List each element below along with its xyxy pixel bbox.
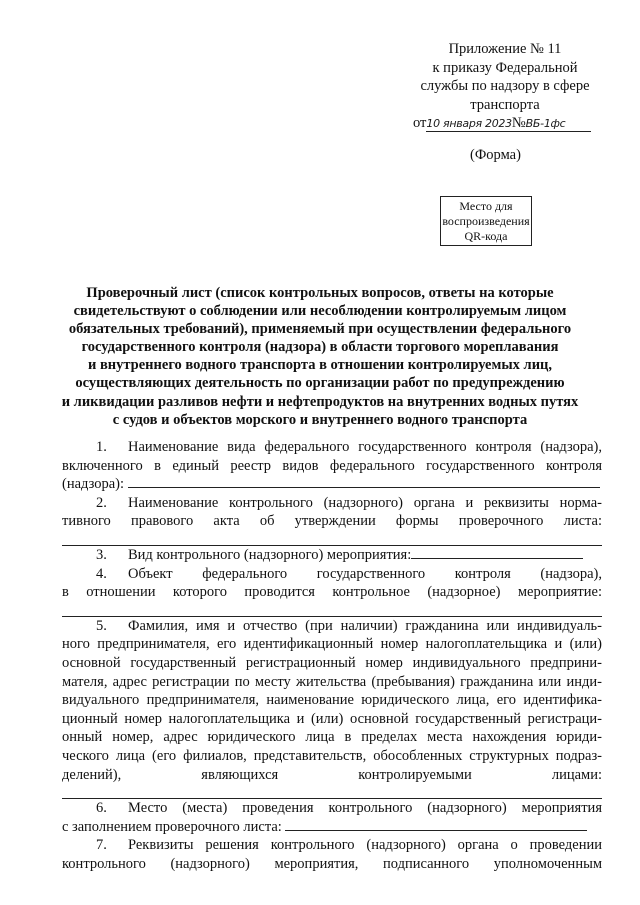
item-number: 4. xyxy=(96,565,107,582)
item-text: Наименование контрольного (надзорного) органа и реквизиты норма- xyxy=(128,494,602,511)
item-line: ческого лица (его филиалов, представительств, обособленных структурных подраз- xyxy=(62,747,602,764)
item-line: основной государственный регистрационный номер индивидуального предприни- xyxy=(62,654,602,671)
item-line: ционный номер налогоплательщика и (или) основной государственный регистраци- xyxy=(62,710,602,727)
appendix-line: службы по надзору в сфере xyxy=(420,78,590,94)
item-line: тивного правового акта об утверждении формы проверочного листа: xyxy=(62,513,602,530)
item-text: Вид контрольного (надзорного) мероприятия: xyxy=(128,546,412,563)
qr-box-line: воспроизведения xyxy=(442,214,530,228)
order-no-prefix: № xyxy=(511,115,526,131)
item-5 xyxy=(62,617,602,799)
item-2 xyxy=(62,494,602,546)
item-line xyxy=(62,799,602,818)
title-line: свидетельствуют о соблюдении или несоблюдении контролируемым лицом xyxy=(73,303,567,320)
item-line: онный номер, адрес юридического лица в пределах места нахождения юриди- xyxy=(62,729,602,746)
item-number: 5. xyxy=(96,617,107,634)
fill-in-field[interactable] xyxy=(411,546,583,559)
fill-in-field[interactable] xyxy=(62,531,602,546)
item-line xyxy=(62,438,602,457)
item-4 xyxy=(62,565,602,617)
item-line xyxy=(62,836,602,855)
item-text: (надзора): xyxy=(62,476,125,493)
item-number: 6. xyxy=(96,800,107,817)
title-line: Проверочный лист (список контрольных вопросов, ответы на которые xyxy=(86,285,554,301)
qr-box-line: QR-кода xyxy=(464,229,508,243)
title-line: обязательных требований), применяемый при осуществлении федерального xyxy=(68,321,572,338)
item-line xyxy=(62,494,602,513)
item-line: включенного в единый реестр видов федерального государственного контроля xyxy=(62,457,602,474)
item-line: в отношении которого проводится контрольное (надзорное) мероприятие: xyxy=(62,584,602,601)
item-number: 2. xyxy=(96,494,107,511)
item-number: 3. xyxy=(96,546,107,563)
item-number: 7. xyxy=(96,837,107,854)
qr-box-line: Место для xyxy=(459,199,513,213)
item-1 xyxy=(62,438,602,494)
fill-in-field[interactable] xyxy=(128,475,600,488)
title-line: и внутреннего водного транспорта в отношении контролируемых лиц, xyxy=(87,357,553,374)
item-line: видуального предпринимателя, наименование юридического лица, его идентифика- xyxy=(62,692,602,709)
title-line: осуществляющих деятельность по организации работ по предупреждению xyxy=(75,375,565,392)
qr-code-placeholder xyxy=(440,196,532,246)
order-date: 10 января 2023 xyxy=(426,117,512,130)
title-line: с судов и объектов морского и внутреннего водного транспорта xyxy=(112,411,528,428)
item-line: контрольного (надзорного) мероприятия, подписанного уполномоченным xyxy=(62,855,602,872)
title-line: государственного контроля (надзора) в области торгового мореплавания xyxy=(81,339,559,356)
item-line: ного предпринимателя, его идентификационный номер налогоплательщика и (или) xyxy=(62,636,602,653)
order-prefix: от xyxy=(413,115,427,131)
item-text: Наименование вида федерального государственного контроля (надзора), xyxy=(128,439,602,455)
item-text: Объект федерального государственного контроля (надзора), xyxy=(128,565,602,582)
order-number: ВБ-1фс xyxy=(525,117,566,130)
item-text: Реквизиты решения контрольного (надзорного) органа о проведении xyxy=(128,837,602,854)
order-reference xyxy=(405,114,605,133)
document-title xyxy=(40,284,600,429)
checklist-items xyxy=(62,438,602,873)
item-text: Место (места) проведения контрольного (надзорного) мероприятия xyxy=(128,800,602,817)
form-label: (Форма) xyxy=(470,147,521,163)
fill-in-field[interactable] xyxy=(62,602,602,617)
item-6 xyxy=(62,799,602,836)
item-line xyxy=(62,475,602,494)
appendix-header xyxy=(405,40,605,133)
item-number: 1. xyxy=(96,439,107,455)
item-line xyxy=(62,617,602,636)
item-line: делений), являющихся контролируемыми лицами: xyxy=(62,766,602,783)
appendix-line: к приказу Федеральной xyxy=(432,59,578,76)
item-3 xyxy=(62,546,602,565)
appendix-line: транспорта xyxy=(470,96,540,113)
item-line xyxy=(62,546,602,565)
item-line: мателя, адрес регистрации по месту жительства (пребывания) гражданина или инди- xyxy=(62,673,602,690)
fill-in-field[interactable] xyxy=(62,784,602,799)
item-line xyxy=(62,565,602,584)
item-line xyxy=(62,818,602,837)
appendix-line: Приложение № 11 xyxy=(448,41,562,57)
fill-in-field[interactable] xyxy=(285,818,587,831)
item-text: с заполнением проверочного листа: xyxy=(62,818,282,835)
item-7 xyxy=(62,836,602,873)
item-text: Фамилия, имя и отчество (при наличии) гражданина или индивидуаль- xyxy=(128,617,602,634)
title-line: и ликвидации разливов нефти и нефтепродуктов на внутренних водных путях xyxy=(61,393,579,410)
